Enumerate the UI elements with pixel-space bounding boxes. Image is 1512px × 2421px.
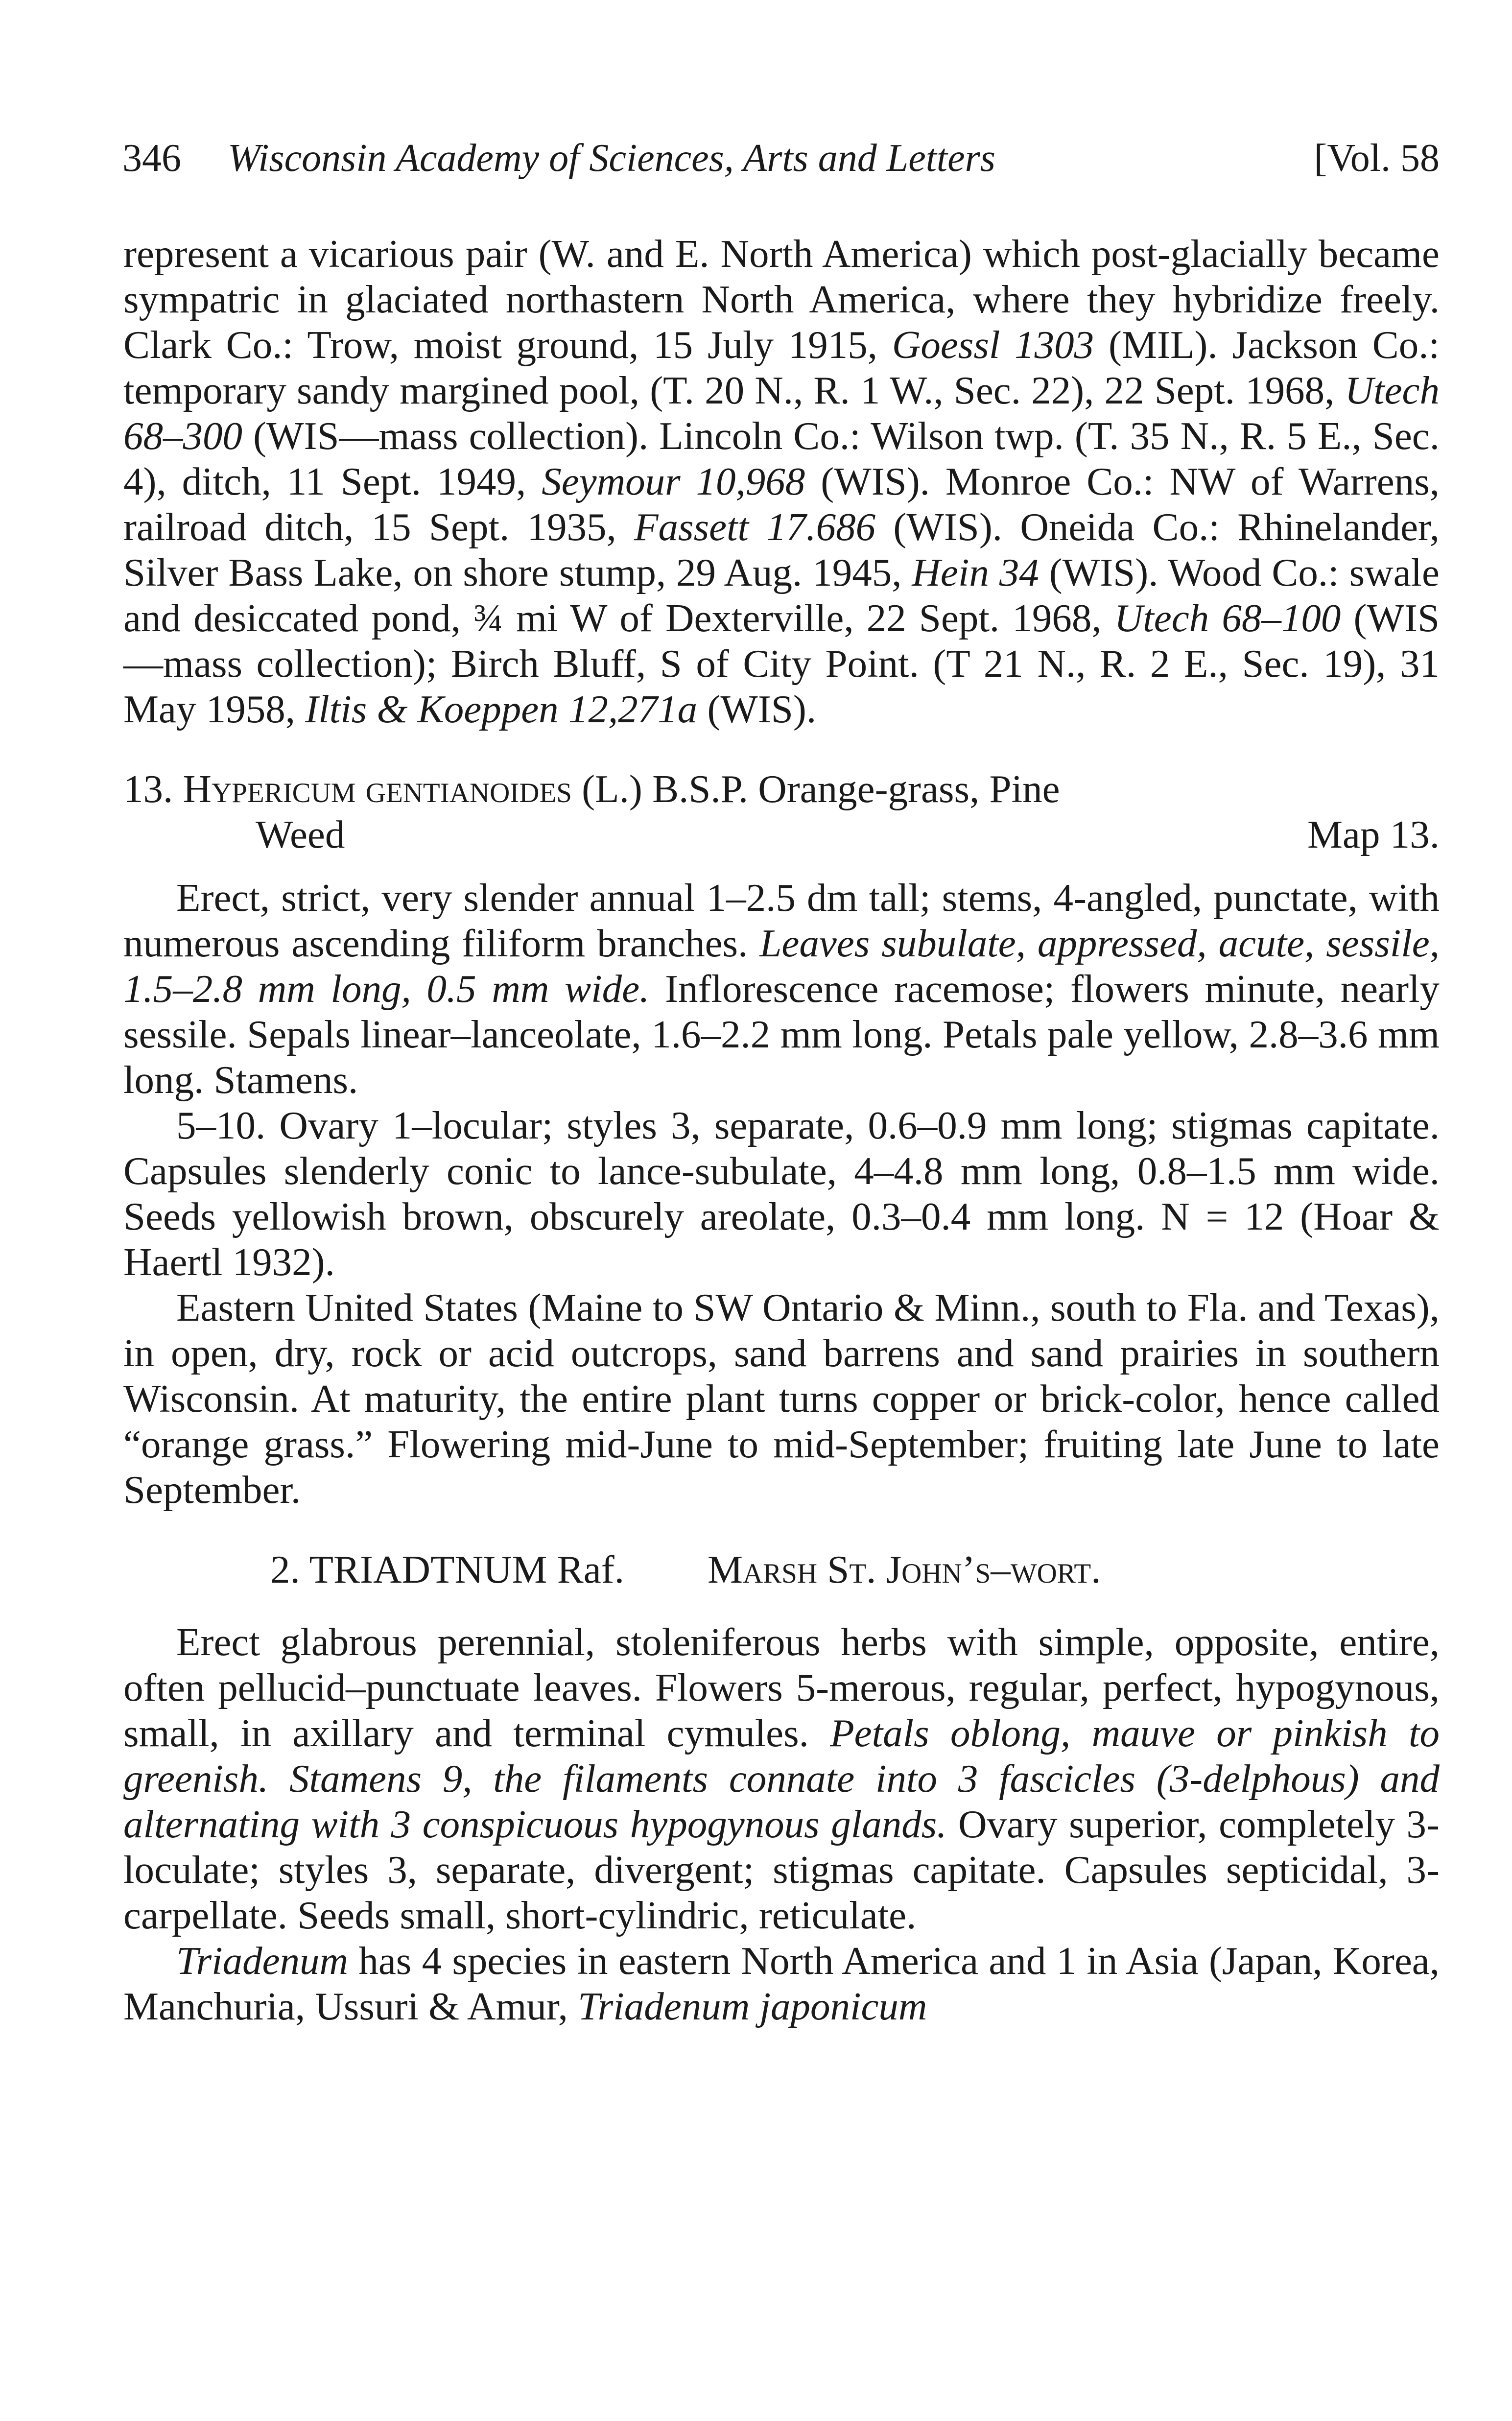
paragraph-description (123, 875, 1440, 1103)
collector-citation: Goessl 1303 (892, 323, 1094, 367)
volume-label: [Vol. 58 (1314, 137, 1440, 180)
page-number: 346 (122, 137, 181, 180)
collector-citation: Fassett 17.686 (634, 505, 876, 549)
species-name-italic: Triadenum japonicum (578, 1984, 927, 2028)
body-text (123, 231, 1440, 2029)
map-reference: Map 13. (1307, 812, 1440, 856)
paragraph-genus-distribution (123, 1938, 1440, 2029)
collector-citation: Utech 68–100 (1114, 596, 1341, 640)
text-run: (WIS—mass collection). Lincoln Co.: Wilson twp. (T. 35 N., R. 5 E., Sec. 4), ditch, 11 Sept. 1949, (123, 414, 1440, 503)
text-run: Erect, strict, very slender annual 1–2.5 dm tall; stems, 4-angled, punctate, with numerous ascending filiform branches. (123, 876, 1440, 965)
collector-citation: Seymour 10,968 (542, 459, 805, 503)
paragraph-specimens (123, 231, 1440, 732)
genus-heading (123, 1547, 1440, 1592)
text-run: (WIS—mass collection); Birch Bluff, S of City Point. (T 21 N., R. 2 E., Sec. 19), 31 May 1958, (123, 596, 1440, 731)
common-name-continued: Weed (256, 812, 345, 856)
text-run: (WIS). (697, 687, 817, 731)
genus-common-name: Marsh St. John’s–wort. (707, 1547, 1101, 1591)
text-run: (WIS). Wood Co.: swale and desiccated pond, ¾ mi W of Dexterville, 22 Sept. 1968, (123, 550, 1440, 640)
italic-key-characters: Leaves subulate, appressed, acute, sessile, 1.5–2.8 mm long, 0.5 mm wide. (123, 921, 1440, 1011)
journal-title: Wisconsin Academy of Sciences, Arts and Letters (228, 137, 995, 180)
italic-key-characters: Petals oblong, mauve or pinkish to greenish. Stamens 9, the filaments connate into 3 fascicles (3-delphous) and alternating with 3 conspicuous hypogynous glands. (123, 1711, 1440, 1846)
text-run: (MIL). Jackson Co.: temporary sandy margined pool, (T. 20 N., R. 1 W., Sec. 22), 22 Sept. 1968, (123, 323, 1440, 412)
species-authority: (L.) B.S.P. Orange-grass, Pine (571, 767, 1060, 811)
paragraph-distribution: Eastern United States (Maine to SW Ontario & Minn., south to Fla. and Texas), in open, dry, rock or acid outcrops, sand barrens and sand prairies in southern Wisconsin. At maturity, the entire plant turns copper or brick-color, hence called “orange grass.” Flowering mid-June to mid-September; fruiting late June to late September. (123, 1285, 1440, 1512)
species-heading (123, 766, 1440, 857)
species-number: 13. (123, 767, 183, 811)
paragraph-floral-details: 5–10. Ovary 1–locular; styles 3, separate, 0.6–0.9 mm long; stigmas capitate. Capsules slenderly conic to lance-subulate, 4–4.8 mm long, 0.8–1.5 mm wide. Seeds yellowish brown, obscurely areolate, 0.3–0.4 mm long. N = 12 (Hoar & Haertl 1932). (123, 1103, 1440, 1284)
text-run: Ovary superior, completely 3-loculate; styles 3, separate, divergent; stigmas capitate. Capsules septicidal, 3-carpellate. Seeds small, short-cylindric, reticulate. (123, 1802, 1440, 1937)
text-run: has 4 species in eastern North America and 1 in Asia (Japan, Korea, Manchuria, Ussuri & Amur, (123, 1939, 1440, 2028)
collector-citation: Utech 68–300 (123, 368, 1440, 458)
species-name: Hypericum gentianoides (183, 767, 572, 811)
genus-name: 2. TRIADTNUM Raf. (270, 1547, 624, 1591)
text-run: (WIS). Oneida Co.: Rhinelander, Silver Bass Lake, on shore stump, 29 Aug. 1945, (123, 505, 1440, 594)
text-run: (WIS). Monroe Co.: NW of Warrens, railroad ditch, 15 Sept. 1935, (123, 459, 1440, 549)
collector-citation: Hein 34 (912, 550, 1039, 594)
text-run: Erect glabrous perennial, stoleniferous herbs with simple, opposite, entire, often pellucid–punctuate leaves. Flowers 5-merous, regular, perfect, hypogynous, small, in axillary and terminal cymules. (123, 1620, 1440, 1755)
collector-citation: Iltis & Koeppen 12,271a (305, 687, 698, 731)
text-run: Inflorescence racemose; flowers minute, nearly sessile. Sepals linear–lanceolate, 1.6–2.2 mm long. Petals pale yellow, 2.8–3.6 mm long. Stamens. (123, 967, 1440, 1102)
running-head (122, 131, 1440, 185)
genus-name-italic: Triadenum (176, 1939, 349, 1983)
paragraph-genus-description (123, 1619, 1440, 1938)
text-run: represent a vicarious pair (W. and E. North America) which post-glacially became sympatric in glaciated northastern North America, where they hybridize freely. Clark Co.: Trow, moist ground, 15 July 1915, (123, 232, 1440, 367)
